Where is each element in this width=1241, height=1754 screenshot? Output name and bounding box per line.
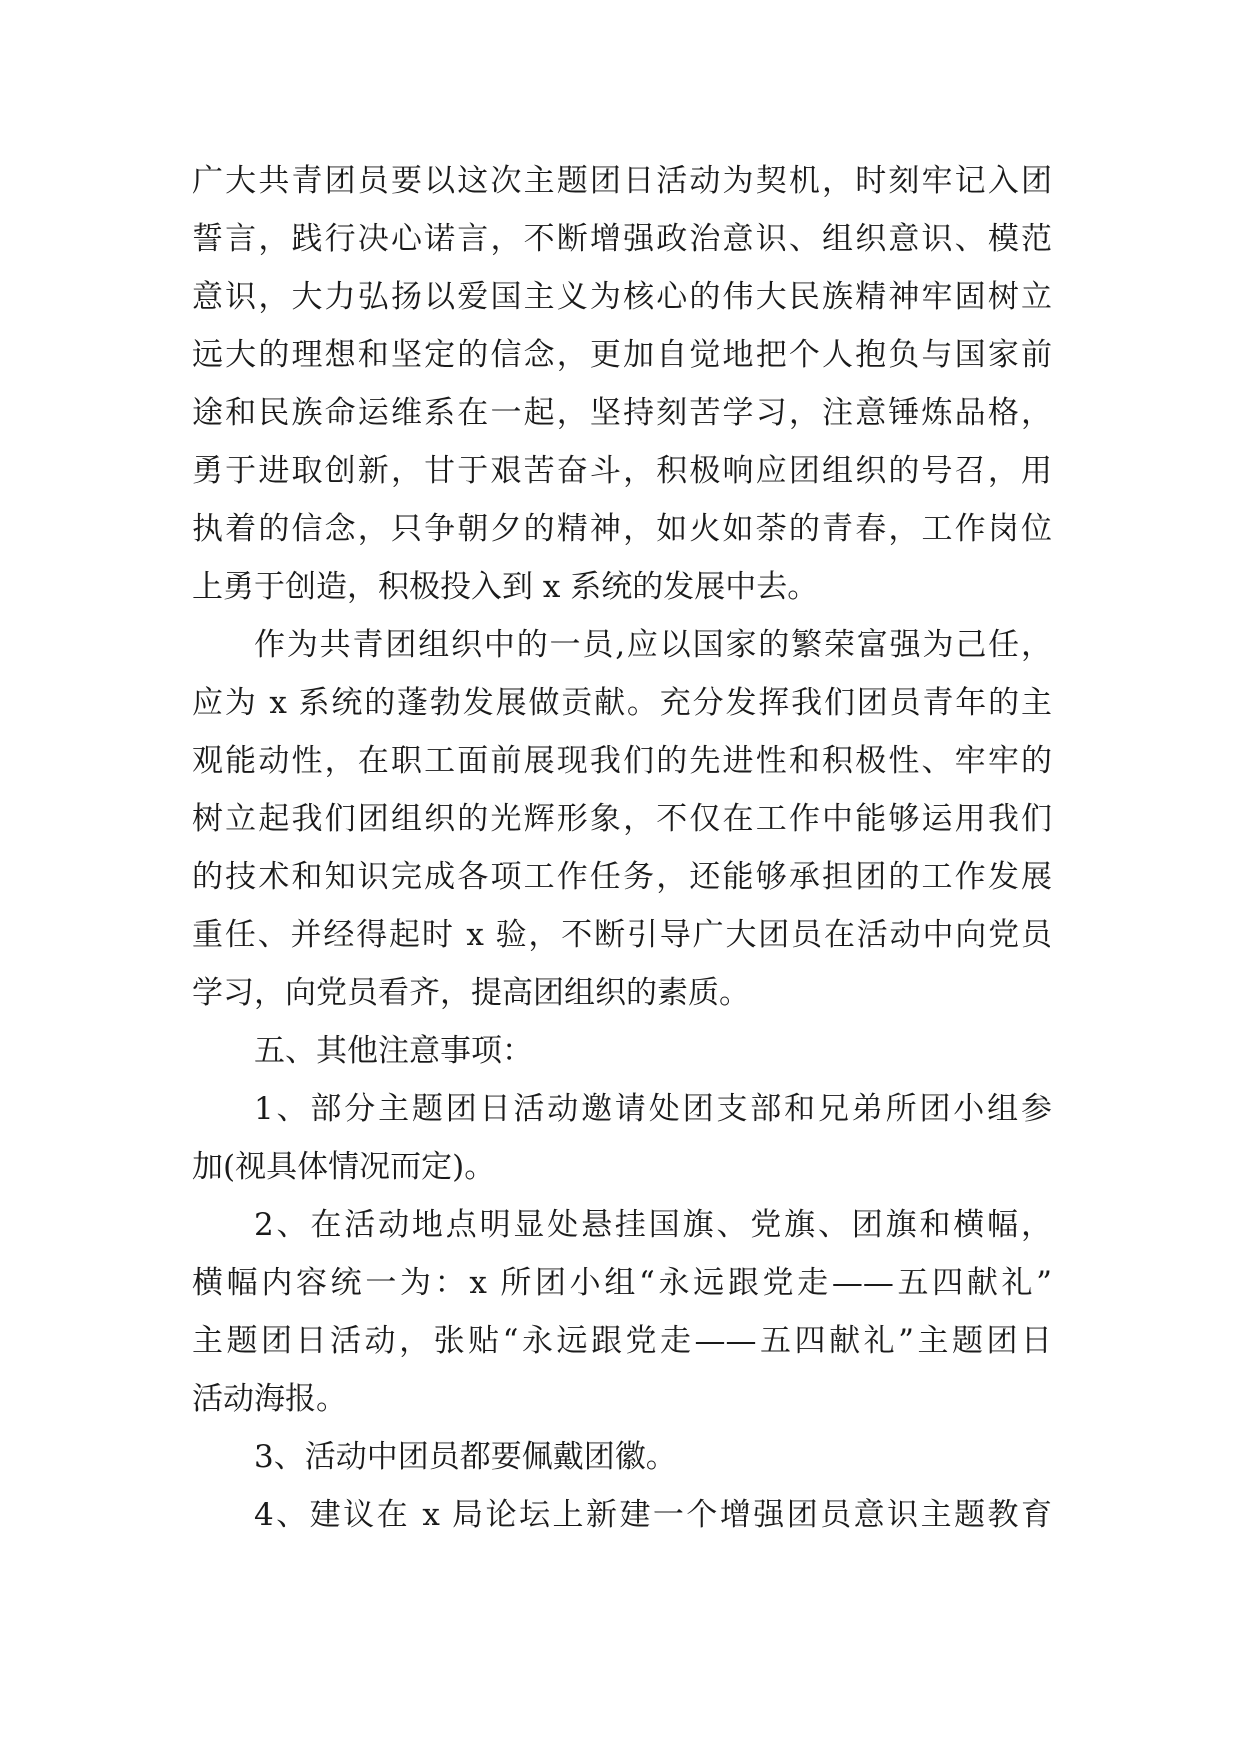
text-line: 誓言，践行决心诺言，不断增强政治意识、组织意识、模范 <box>192 221 1052 257</box>
text-line: 4、建议在 x 局论坛上新建一个增强团员意识主题教育 <box>254 1497 1052 1533</box>
text-line: 树立起我们团组织的光辉形象，不仅在工作中能够运用我们 <box>192 801 1052 837</box>
text-line: 远大的理想和坚定的信念，更加自觉地把个人抱负与国家前 <box>192 337 1052 373</box>
text-line: 1、部分主题团日活动邀请处团支部和兄弟所团小组参 <box>254 1091 1052 1127</box>
paragraph-2 <box>192 616 1052 1022</box>
text-line: 的技术和知识完成各项工作任务，还能够承担团的工作发展 <box>192 859 1052 895</box>
text-line: 学习，向党员看齐，提高团组织的素质。 <box>192 975 750 1011</box>
text-line: 意识，大力弘扬以爱国主义为核心的伟大民族精神牢固树立 <box>192 279 1052 315</box>
paragraph-1 <box>192 152 1052 616</box>
text-line: 重任、并经得起时 x 验，不断引导广大团员在活动中向党员 <box>192 917 1052 953</box>
text-line: 作为共青团组织中的一员,应以国家的繁荣富强为己任， <box>254 627 1052 663</box>
list-item-2 <box>192 1196 1052 1428</box>
text-line: 应为 x 系统的蓬勃发展做贡献。充分发挥我们团员青年的主 <box>192 685 1052 721</box>
text-line: 上勇于创造，积极投入到 x 系统的发展中去。 <box>192 569 819 605</box>
list-item-1 <box>192 1080 1052 1196</box>
text-line: 2、在活动地点明显处悬挂国旗、党旗、团旗和横幅， <box>254 1207 1052 1243</box>
text-line: 勇于进取创新，甘于艰苦奋斗，积极响应团组织的号召，用 <box>192 453 1052 489</box>
list-item-4 <box>192 1486 1052 1544</box>
text-line: 观能动性，在职工面前展现我们的先进性和积极性、牢牢的 <box>192 743 1052 779</box>
text-line: 执着的信念，只争朝夕的精神，如火如荼的青春，工作岗位 <box>192 511 1052 547</box>
text-line: 横幅内容统一为：x 所团小组“永远跟党走——五四献礼” <box>192 1265 1052 1301</box>
document-body <box>192 152 1052 1544</box>
text-line: 加(视具体情况而定)。 <box>192 1149 496 1185</box>
text-line: 广大共青团员要以这次主题团日活动为契机，时刻牢记入团 <box>192 163 1052 199</box>
text-line: 主题团日活动，张贴“永远跟党走——五四献礼”主题团日 <box>192 1323 1052 1359</box>
text-line: 3、活动中团员都要佩戴团徽。 <box>254 1439 677 1475</box>
heading-line: 五、其他注意事项： <box>254 1033 533 1069</box>
text-line: 活动海报。 <box>192 1381 347 1417</box>
section-heading <box>192 1022 1052 1080</box>
list-item-3 <box>192 1428 1052 1486</box>
text-line: 途和民族命运维系在一起，坚持刻苦学习，注意锤炼品格， <box>192 395 1052 431</box>
